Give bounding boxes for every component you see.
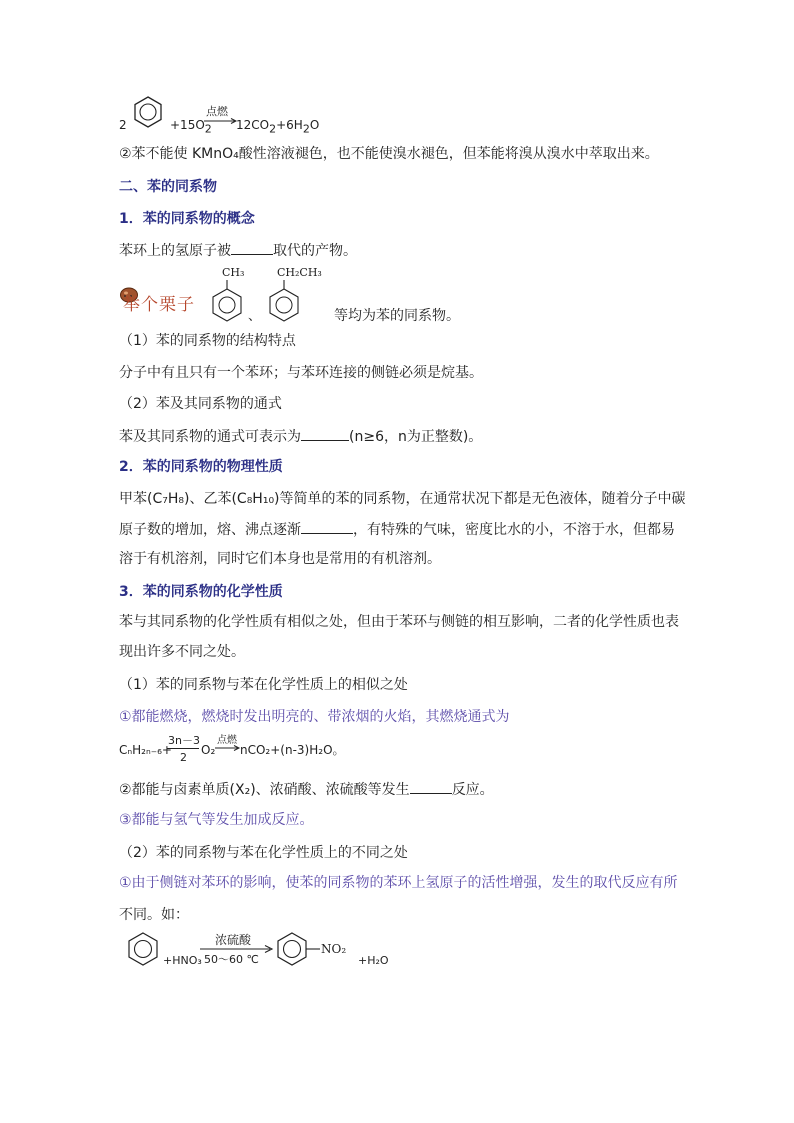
benzene-ring-icon [132, 95, 164, 129]
ethylbenzene-structure-icon [262, 280, 306, 330]
eq3-condition-bottom: 50～60 ℃ [204, 953, 259, 966]
eq2-frac-num: 3n－3 [168, 734, 200, 747]
toluene-substituent: CH₃ [222, 266, 245, 279]
differences-title: （2）苯的同系物与苯在化学性质上的不同之处 [119, 845, 408, 861]
eq1-coef: 2 [119, 118, 127, 132]
fraction-bar [167, 748, 199, 749]
subsection-title-chemical: 3．苯的同系物的化学性质 [119, 584, 283, 600]
chemical-text-line2: 现出许多不同之处。 [119, 644, 245, 660]
reaction-arrow-icon [204, 118, 238, 124]
similarity-item-3: ③都能与氢气等发生加成反应。 [119, 812, 314, 828]
chemical-text-line1: 苯与其同系物的化学性质有相似之处，但由于苯环与侧链的相互影响，二者的化学性质也表 [119, 614, 679, 630]
answer-blank[interactable] [301, 426, 349, 441]
benzene-ring-icon [126, 931, 160, 967]
example-separator: 、 [248, 309, 262, 324]
nitrobenzene-structure-icon [275, 931, 327, 967]
toluene-structure-icon [205, 280, 249, 330]
section-title-homologs: 二、苯的同系物 [119, 179, 217, 195]
physical-text-line2: 原子数的增加，熔、沸点逐渐 ，有特殊的气味，密度比水的小，不溶于水，但都易 [119, 519, 675, 540]
answer-blank[interactable] [231, 240, 273, 255]
eq2-rhs: nCO₂+(n-3)H₂O。 [240, 743, 345, 757]
eq3-reagent: +HNO₃ [163, 954, 202, 967]
answer-blank[interactable] [301, 519, 353, 534]
difference-item-1-line1: ①由于侧链对苯环的影响，使苯的同系物的苯环上氢原子的活性增强，发生的取代反应有所 [119, 875, 678, 891]
eq2-condition: 点燃 [217, 735, 237, 746]
structure-features-text: 分子中有且只有一个苯环；与苯环连接的侧链必须是烷基。 [119, 365, 483, 381]
eq1-condition: 点燃 [206, 105, 228, 118]
example-logo-text: 举个栗子 [123, 295, 195, 315]
similarity-item-2: ②都能与卤素单质(X₂)、浓硝酸、浓硫酸等发生 反应。 [119, 779, 494, 800]
concept-definition: 苯环上的氢原子被 取代的产物。 [119, 240, 357, 261]
example-text: 等均为苯的同系物。 [334, 308, 460, 324]
reaction-arrow-icon [215, 745, 241, 751]
eq3-water: +H₂O [358, 954, 389, 967]
benzene-properties-text: ②苯不能使 KMnO₄酸性溶液褪色，也不能使溴水褪色，但苯能将溴从溴水中萃取出来。 [119, 146, 659, 162]
example-logo [119, 287, 203, 315]
difference-item-1-line2: 不同。如： [119, 907, 189, 923]
eq2-lhs: CₙH₂ₙ₋₆+ [119, 743, 172, 757]
eq2-frac-den: 2 [180, 751, 187, 764]
structure-features-title: （1）苯的同系物的结构特点 [119, 333, 296, 349]
eq3-group: NO₂ [321, 942, 347, 956]
subsection-title-concept: 1．苯的同系物的概念 [119, 211, 255, 227]
ethylbenzene-substituent: CH₂CH₃ [277, 266, 322, 279]
general-formula-title: （2）苯及其同系物的通式 [119, 396, 282, 412]
similarity-item-1: ①都能燃烧，燃烧时发出明亮的、带浓烟的火焰，其燃烧通式为 [119, 709, 510, 725]
general-formula-text: 苯及其同系物的通式可表示为 (n≥6，n为正整数)。 [119, 426, 482, 447]
similarities-title: （1）苯的同系物与苯在化学性质上的相似之处 [119, 677, 408, 693]
subsection-title-physical: 2．苯的同系物的物理性质 [119, 459, 283, 475]
answer-blank[interactable] [410, 779, 452, 794]
eq2-o2: O₂ [201, 743, 216, 757]
eq3-condition-top: 浓硫酸 [215, 933, 252, 947]
physical-text-line3: 溶于有机溶剂，同时它们本身也是常用的有机溶剂。 [119, 551, 441, 567]
eq1-products: $12CO_2+6H_2O$ [236, 118, 320, 136]
eq1-reactant: $+15O_2$ [170, 118, 212, 136]
physical-text-line1: 甲苯(C₇H₈)、乙苯(C₈H₁₀)等简单的苯的同系物，在通常状况下都是无色液体，随着分子中碳 [119, 491, 686, 507]
